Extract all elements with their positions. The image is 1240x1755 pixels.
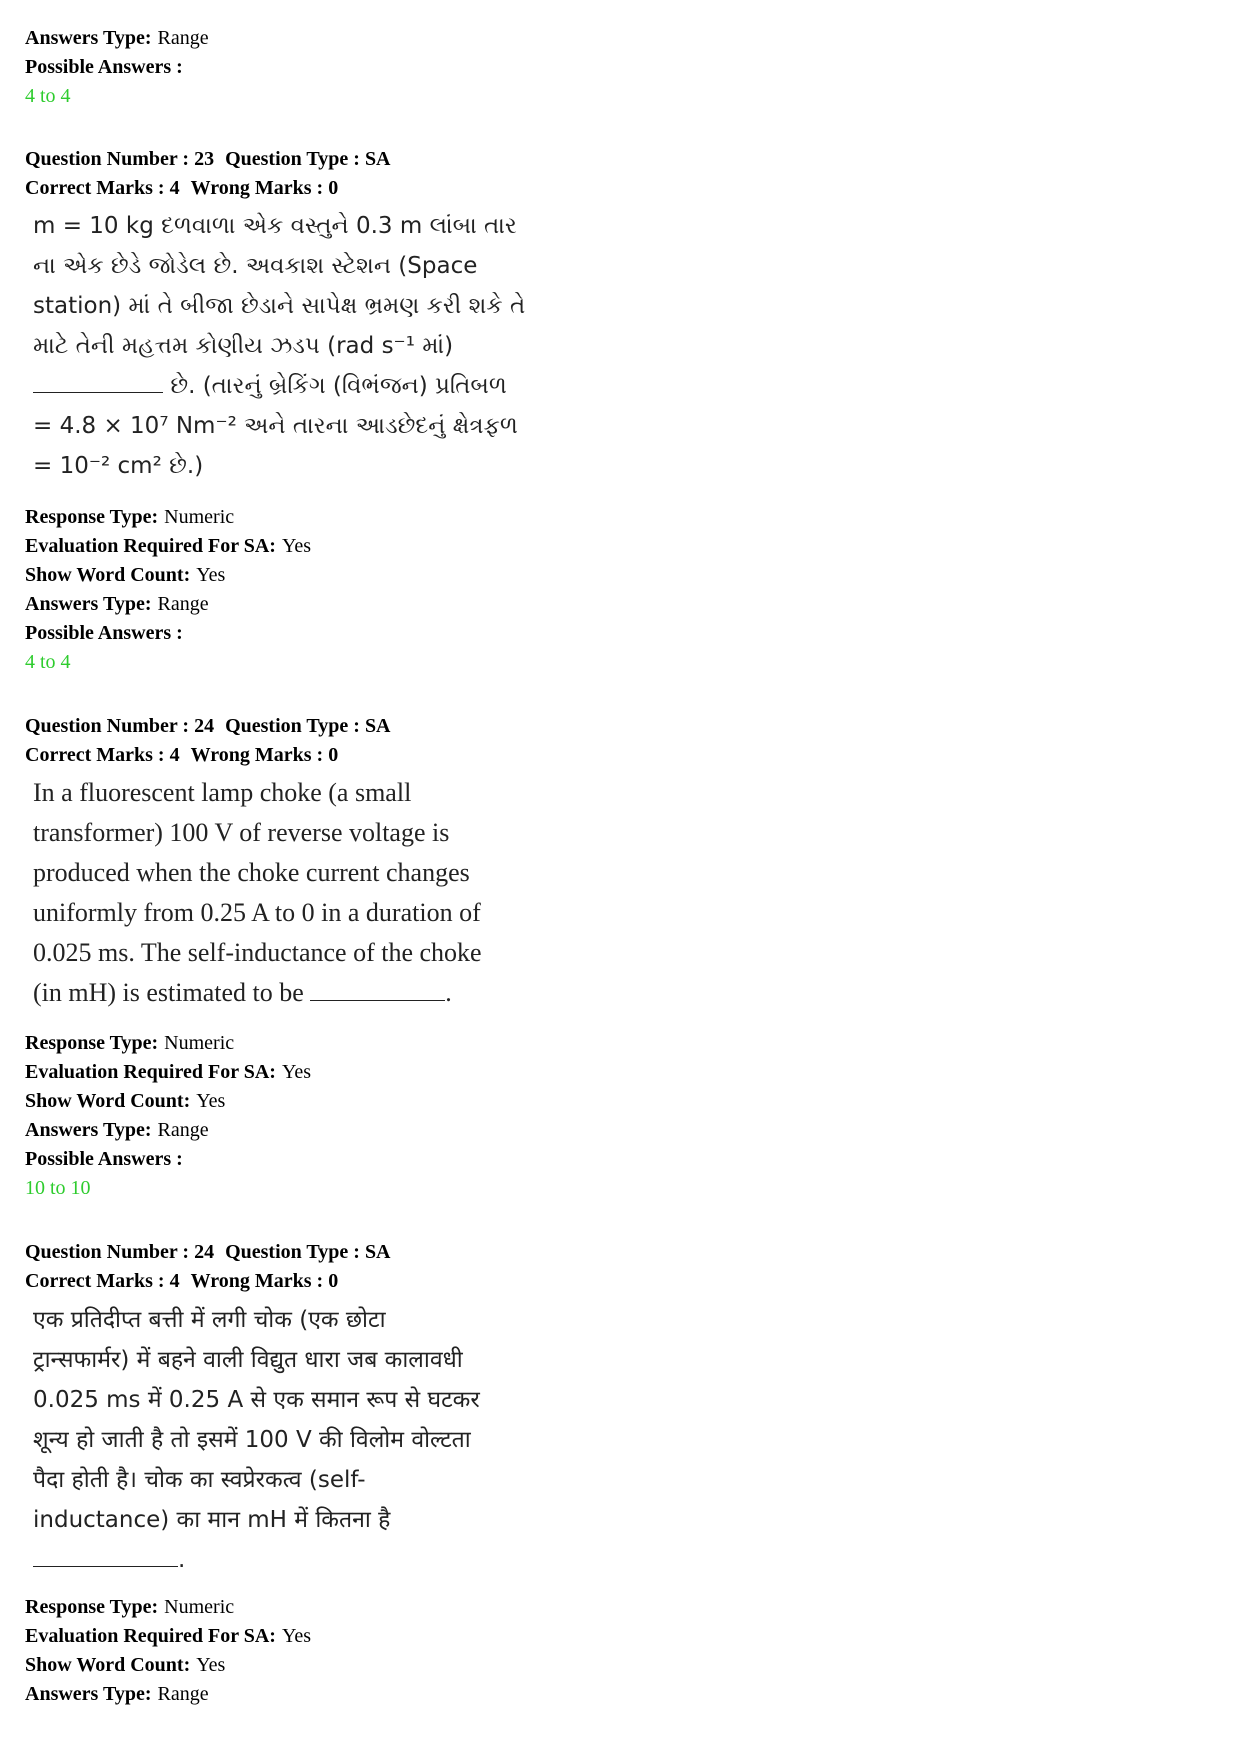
q2-header: Question Number : 24 Question Type : SA — [25, 715, 391, 737]
q3-evaluation-row: Evaluation Required For SA: Yes — [25, 1625, 312, 1647]
q1-type: SA — [364, 148, 391, 170]
top-possible-answers-value: 4 to 4 — [25, 85, 71, 107]
q2-marks: Correct Marks : 4 Wrong Marks : 0 — [25, 744, 339, 766]
q2-possible-answers-row: Possible Answers : — [25, 1148, 183, 1170]
q1-response-type-row: Response Type: Numeric — [25, 506, 235, 528]
top-answers-type-row — [25, 26, 209, 50]
q1-possible-answers-value: 4 to 4 — [25, 651, 71, 673]
q3-marks: Correct Marks : 4 Wrong Marks : 0 — [25, 1270, 339, 1292]
q1-wrong-marks: 0 — [328, 177, 339, 199]
answer-blank — [310, 978, 445, 1001]
q1-question-text: m = 10 kg દળવાળા એક વસ્તુને 0.3 m લાંબા તાર ના એક છેડે જોડેલ છે. અવકાશ સ્ટેશન (Space station) માં તે બીજા છેડાને સાપેક્ષ ભ્રમણ કરી શકે તે માટે તેની મહત્તમ કોણીય ઝડપ (rad s⁻¹ માં) છે. (તારનું બ્રેકિંગ (વિભંજન) પ્રતિબળ = 4.8 × 10⁷ Nm⁻² અને તારના આડછેદનું ક્ષેત્રફળ = 10⁻² cm² છે.) — [33, 213, 526, 479]
q2-evaluation-row: Evaluation Required For SA: Yes — [25, 1061, 312, 1083]
q1-marks: Correct Marks : 4 Wrong Marks : 0 — [25, 177, 339, 199]
q3-number: 24 — [194, 1241, 215, 1263]
q3-wrong-marks: 0 — [328, 1270, 339, 1292]
q1-word-count-row: Show Word Count: Yes — [25, 564, 226, 586]
answer-blank — [33, 370, 163, 393]
possible-answers-label: Possible Answers : — [25, 56, 183, 78]
q3-type: SA — [364, 1241, 391, 1263]
answers-type-value: Range — [157, 27, 209, 49]
q2-possible-answers-value: 10 to 10 — [25, 1177, 91, 1199]
q1-answers-type-row: Answers Type: Range — [25, 593, 209, 615]
q3-answers-type-row: Answers Type: Range — [25, 1683, 209, 1705]
top-possible-answers-row — [25, 55, 183, 79]
q3-correct-marks: 4 — [169, 1270, 180, 1292]
q3-response-type-row: Response Type: Numeric — [25, 1596, 235, 1618]
q1-evaluation-row: Evaluation Required For SA: Yes — [25, 535, 312, 557]
q3-header: Question Number : 24 Question Type : SA — [25, 1241, 391, 1263]
q2-response-type-row: Response Type: Numeric — [25, 1032, 235, 1054]
q1-number: 23 — [194, 148, 215, 170]
answer-blank — [33, 1544, 178, 1567]
q3-question-text: एक प्रतिदीप्त बत्ती में लगी चोक (एक छोटा ट्रान्सफार्मर) में बहने वाली विद्युत धारा जब कालावधी 0.025 ms में 0.25 A से एक समान रूप से घटकर शून्य हो जाती है तो इसमें 100 V की विलोम वोल्टता पैदा होती है। चोक का स्वप्रेरकत्व (self- inductance) का मान mH में कितना है . — [33, 1307, 480, 1573]
q2-answers-type-row: Answers Type: Range — [25, 1119, 209, 1141]
q1-header: Question Number : 23 Question Type : SA — [25, 148, 391, 170]
q2-wrong-marks: 0 — [328, 744, 339, 766]
q1-possible-answers-row: Possible Answers : — [25, 622, 183, 644]
answers-type-label: Answers Type: — [25, 27, 152, 49]
q2-question-text: In a fluorescent lamp choke (a small transformer) 100 V of reverse voltage is produced when the choke current changes uniformly from 0.25 A to 0 in a duration of 0.025 ms. The self-inductance of the choke (in mH) is estimated to be . — [33, 778, 482, 1007]
q2-correct-marks: 4 — [169, 744, 180, 766]
q2-number: 24 — [194, 715, 215, 737]
q1-correct-marks: 4 — [169, 177, 180, 199]
q3-word-count-row: Show Word Count: Yes — [25, 1654, 226, 1676]
q2-word-count-row: Show Word Count: Yes — [25, 1090, 226, 1112]
q2-type: SA — [364, 715, 391, 737]
